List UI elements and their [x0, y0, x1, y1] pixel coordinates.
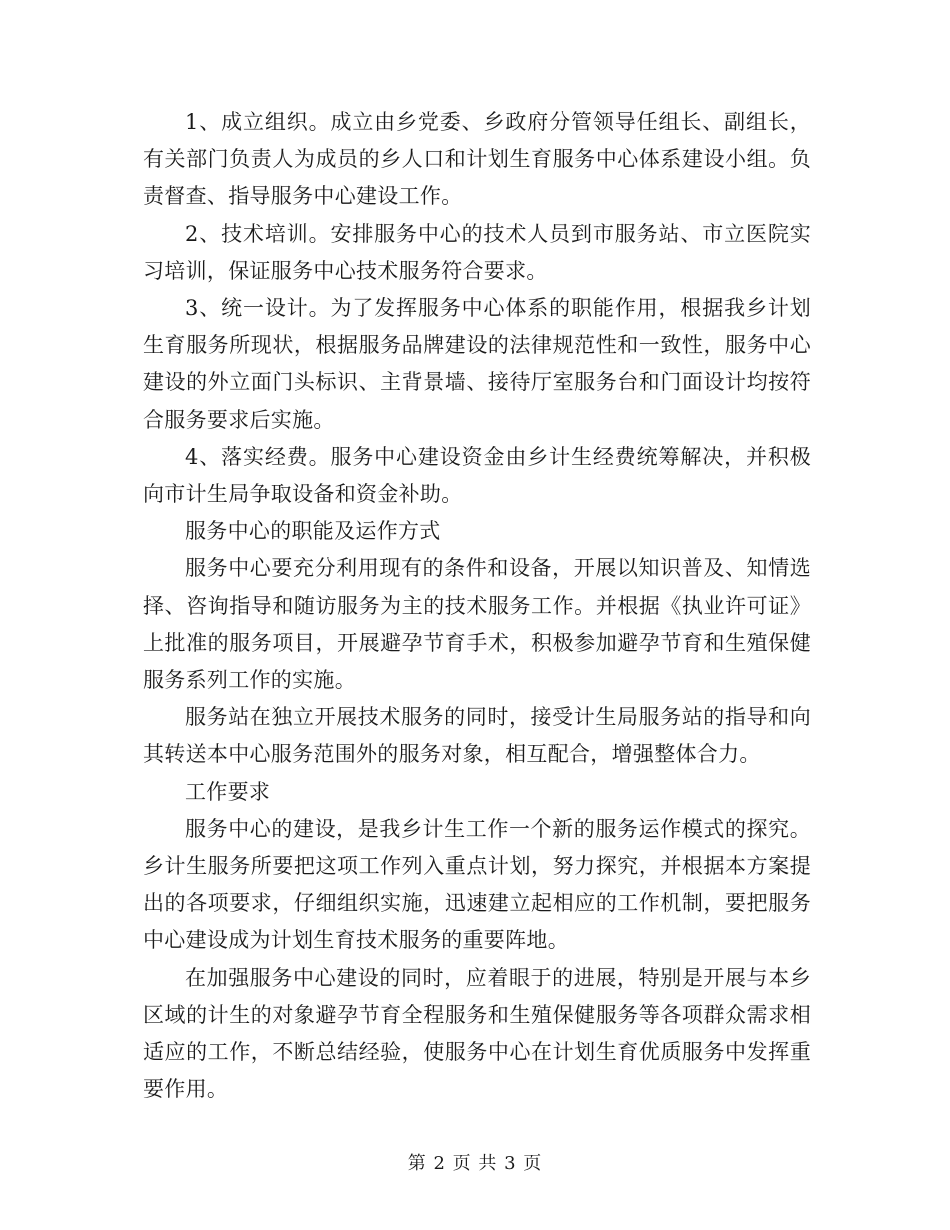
page-number-footer: 第 2 页 共 3 页 [407, 1153, 543, 1174]
paragraph-5: 服务中心要充分利用现有的条件和设备，开展以知识普及、知情选择、咨询指导和随访服务为主的技术服务工作。并根据《执业许可证》上批准的服务项目，开展避孕节育手术，积极参加避孕节育和生殖保健服务系列工作的实施。 [143, 556, 811, 693]
paragraph-2: 2、技术培训。安排服务中心的技术人员到市服务站、市立医院实习培训，保证服务中心技术服务符合要求。 [143, 221, 811, 283]
paragraph-6: 服务站在独立开展技术服务的同时，接受计生局服务站的指导和向其转送本中心服务范围外的服务对象，相互配合，增强整体合力。 [143, 705, 811, 767]
paragraph-8: 在加强服务中心建设的同时，应着眼于的进展，特别是开展与本乡区域的计生的对象避孕节育全程服务和生殖保健服务等各项群众需求相适应的工作，不断总结经验，使服务中心在计划生育优质服务中发挥重要作用。 [143, 965, 811, 1102]
paragraph-3: 3、统一设计。为了发挥服务中心体系的职能作用，根据我乡计划生育服务所现状，根据服务品牌建设的法律规范性和一致性，服务中心建设的外立面门头标识、主背景墙、接待厅室服务台和门面设计均按符合服务要求后实施。 [143, 296, 811, 432]
paragraph-4: 4、落实经费。服务中心建设资金由乡计生经费统筹解决，并积极向市计生局争取设备和资金补助。 [143, 444, 811, 507]
section-heading-requirements: 工作要求 [185, 779, 271, 804]
paragraph-1: 1、成立组织。成立由乡党委、乡政府分管领导任组长、副组长，有关部门负责人为成员的乡人口和计划生育服务中心体系建设小组。负责督查、指导服务中心建设工作。 [143, 110, 811, 209]
paragraph-7: 服务中心的建设，是我乡计生工作一个新的服务运作模式的探究。乡计生服务所要把这项工作列入重点计划，努力探究，并根据本方案提出的各项要求，仔细组织实施，迅速建立起相应的工作机制，要把服务中心建设成为计划生育技术服务的重要阵地。 [143, 816, 811, 953]
section-heading-functions: 服务中心的职能及运作方式 [185, 519, 441, 544]
document-body [143, 104, 811, 1108]
